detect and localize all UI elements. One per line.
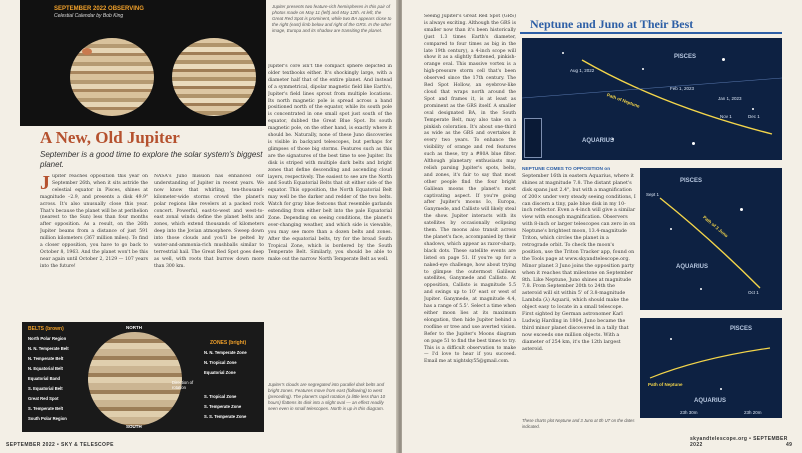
column-byline: Celestial Calendar by Bob King [54,13,124,19]
belt-label: South Polar Region [28,416,67,421]
belt-label: Equatorial Band [28,376,61,381]
chart-label: Dec 1 [748,114,760,119]
page-footer: SEPTEMBER 2022 • SKY & TELESCOPE [6,442,114,448]
star [752,108,754,110]
article-headline: A New, Old Jupiter [40,128,180,147]
south-label: SOUTH [126,424,142,429]
chart-label: AQUARIUS [582,138,615,144]
jupiter-photo-panel [20,0,266,126]
drop-cap: J [40,174,50,194]
zones-title: ZONES (bright) [210,340,247,346]
chart-label: PISCES [680,178,703,184]
star [692,142,695,145]
belt-label: Great Red Spot [28,396,59,401]
chart-label: Oct 1 [748,290,759,295]
path-label: Path of Neptune [648,382,683,387]
jupiter-bands-diagram [22,322,264,432]
column-1 [40,174,148,318]
ra-label: 23h 20m [744,410,762,415]
neptune-detail-chart [640,318,782,418]
neptune-detail-path [650,348,770,378]
juno-path-svg [640,168,782,310]
chart-label: PISCES [730,326,753,332]
neptune-juno-lead: NEPTUNE COMES TO OPPOSITION on [522,167,611,172]
ra-label: 23h 30m [680,410,698,415]
chart-label: AQUARIUS [676,264,709,270]
star [562,52,564,54]
chart-label: Jan 1, 2023 [718,96,742,101]
column-1-text: upiter reaches opposition this year on September 26th, when it sits astride the celestial equator in Pisces, shines at magnitude –2.9, and presents a disk 49.9" across. It's also unusually close this year. That's because the planet will be at perihelion (nearest to the Sun) less than four months after opposition. As a result, on the 26th Jupiter beams from a distance of just 591 million kilometers (367 million miles). To find a closer opposition, you have to go back to October 8, 1963. And the planet won't be this near again until October 2, 2129 — 107 years into the future! [40,174,148,269]
chart-label: Sept 1 [646,192,660,197]
star [700,288,702,290]
article-deck: September is a good time to explore the solar system's biggest planet. [40,150,263,169]
chart-label: Feb 1, 2023 [670,86,695,91]
belt-label: North Polar Region [28,336,67,341]
photo-caption: Jupiter presents two feature-rich hemispheres in this pair of photos made on May 11 (left) and May 12th. At left, the Great Red Spot is prominent, while two BA appears close to the right (east) limb below and right of the GRS. In the other image, Europa and its shadow are transiting the planet. [272,4,392,33]
belt-label: S. Temperate Belt [28,406,64,411]
belt-label: N. Temperate Belt [28,356,64,361]
section-label: SEPTEMBER 2022 OBSERVING [54,6,144,12]
star [722,58,725,61]
jupiter-disc [88,332,182,426]
neptune-chart [522,38,782,160]
belt-label: N. Equatorial Belt [28,366,63,371]
diagram-caption: Jupiter's clouds are segregated into parallel dark belts and bright zones. Features move from east (following) to west (preceding). The planet's rapid rotation (a little less than 10 hours) flattens its disk into a slight oval — an effect readily seen even in small telescopes. North is up in this diagram. [268,382,386,411]
title-rule [520,32,782,34]
charts-caption: These charts plot Neptune and 3 Juno at 0h UT on the dates indicated. [522,418,635,429]
belt-label: S. Equatorial Belt [28,386,63,391]
star [642,68,644,70]
zone-label: S. S. Temperate Zone [204,414,247,419]
magnitude-legend [524,118,542,158]
star [670,228,672,230]
zone-label: S. Temperate Zone [204,404,242,409]
neptune-juno-text [522,167,636,353]
zone-label: N. N. Temperate Zone [204,350,247,355]
column-3-text: Jupiter's core isn't the compact sphere depicted in older textbooks either. It's shockingly large, with a diameter half that of the entire planet. And instead of a symmetrical, dipolar magnetic field like Earth's, Jupiter's field lines sprout from multiple locations. Its north magnetic pole is spread across a band positioned north of the equator, while its south pole is concentrated in one small spot just south of the equator, dubbed the Great Blue Spot. Its south magnetic pole, on the other hand, is exactly where it should be. Naturally, none of these Juno discoveries is visible in backyard telescopes, but perhaps for glimpses of those big storms. Features such as this are the signatures of the best time to see Jupiter. Its disk is striped with multiple dark belts and bright zones that define descending and ascending cloud layers, respectively. The easiest to see are the North and South Equatorial Belts that sit either side of the equator. This opposition, the North Equatorial Belt may well be the darker and redder of the two belts. Watch for gray blue festoons that resemble garlands extending from either belt into the pale Equatorial Zone. Depending on seeing conditions, the planet's ever-changing weather, and which side is viewable, you may see more than a dozen belts and zones. After the equatorial belts, try for the broad South Tropical Zone, which is bordered by the South Temperate Belt. Similarly, you should be able to make out the narrow North Temperate Belt as well. [268,64,392,263]
path-label: Path of Neptune [606,92,641,109]
great-red-spot [82,48,92,55]
sidebar-title: Neptune and Juno at Their Best [530,17,694,31]
juno-chart [640,168,782,310]
zone-label: N. Tropical Zone [204,360,237,365]
left-page [0,0,398,453]
jupiter-photo-2 [172,38,256,116]
star [720,388,722,390]
chart-label: Nov 1 [720,114,732,119]
page-number: 49 [786,442,793,448]
star [670,338,672,340]
right-column-text: Seeing Jupiter's Great Red Spot (GRS) is always exciting. Although the GRS is smaller now than it's been historically (just 1.3 times Earth's diameter, compared to four times as big in the late 19th century), a 4-inch scope will show it as a slightly flattened, pinkish-orange oval. This massive vortex is a high-pressure storm cell that's been observed since the 17th century. The Red Spot Hollow, an eyebrow-like cloud that wraps north around the Spot and frames it, is at least as prominent as the GRS itself. A smaller oval designated BA, in the South Temperate Belt, may also take on a pinkish coloration. It's about one-third as wide as the GRS and overtakes it every two years. To enhance the visibility of orange and red features such as these, try a #80A blue filter. Although planetary enthusiasts may relish parsing Jupiter's spots, belts, and zones, it's fair to say that most other people find the four bright Galilean moons the planet's most captivating aspect. If you're going after Jupiter's moons Io, Europa, Ganymede, and Callisto will likely steal the show. Jupiter interacts with its satellites by occasionally eclipsing them. The moons also transit across the planet's face, accompanied by their shadows, which appear as razor-sharp, black dots. These satellite events are listed on page 51. If you're up for a naked-eye challenge, how about trying to glimpse the outermost Galilean satellites, Ganymede and Callisto. At opposition, Callisto is magnitude 5.5 and swings up to 10' east or west of Jupiter. Ganymede, at magnitude 4.4, has a range of 5.5'. Select a time when either moon lies at its maximum elongation, then hide Jupiter behind a roofline or tree and use averted vision. Refer to the Jupiter's Moons diagram on page 51 to find the best times to try. This is a difficult observation to make — I'd love to hear if you succeed. Email me at nightsky55@gmail.com. [424,14,516,365]
neptune-juno-body: September 16th in eastern Aquarius, where it shines at magnitude 7.8. The distant planet's disk spans just 2.4", but with a magnification of 200× under very steady seeing conditions, I can discern a tiny, pale blue disk in my 10-inch reflector. Even a 4-inch will give a similar view with enough magnification. Observers with 8-inch or larger telescopes can zero in on Neptune's brightest moon, 13.4-magnitude Triton, which circles the planet in a retrograde orbit. To check the moon's position, use the Triton Tracker app, found on the Tools page at www.skyandtelescope.org. Minor planet 3 Juno joins the opposition party when it reaches that milestone on September 8th. Like Neptune, Juno shines at magnitude 7.8. From September 20th to 24th the asteroid will sit within 5' of 3.8-magnitude Lambda (λ) Aquarii, which should make the object easy to locate in a small telescope. First sighted by German astronomer Karl Ludwig Harding in 1804, Juno became the third minor planet discovered in a tally that now exceeds one million objects. With a diameter of 254 km, it's the 12th largest asteroid. [522,173,636,352]
chart-label: AQUARIUS [694,398,727,404]
zone-label: S. Tropical Zone [204,394,237,399]
column-2-text: NASA's Juno mission has enhanced our understanding of Jupiter in recent years. We now know that whirling, ten-thousand-kilometer-wide storms crowd the planet's polar regions like revelers at a packed rock concert. Powerful, east-to-west and west-to-east zonal winds define the planet belts and zones, which extend thousands of kilometers deep into the Jovian atmosphere. Sweep down into those clouds and you'll be pelted by water-and-ammonia-rich mushballs similar to terrestrial hail. The Great Red Spot goes deep as well, with roots that burrow down more than 300 km. [154,174,264,269]
juno-path-line [660,198,760,288]
rotation-label: Direction of rotation [172,380,194,390]
neptune-path-svg [522,38,782,160]
chart-label: Aug 1, 2022 [570,68,595,73]
north-label: NORTH [126,325,142,330]
right-page-footer: skyandtelescope.org • SEPTEMBER 2022 [690,436,788,448]
chart-label: PISCES [674,54,697,60]
path-label: Path of 3 Juno [702,214,729,239]
belts-title: BELTS (brown) [28,326,64,332]
belt-label: N. N. Temperate Belt [28,346,69,351]
star [740,208,743,211]
zone-label: Equatorial Zone [204,370,236,375]
